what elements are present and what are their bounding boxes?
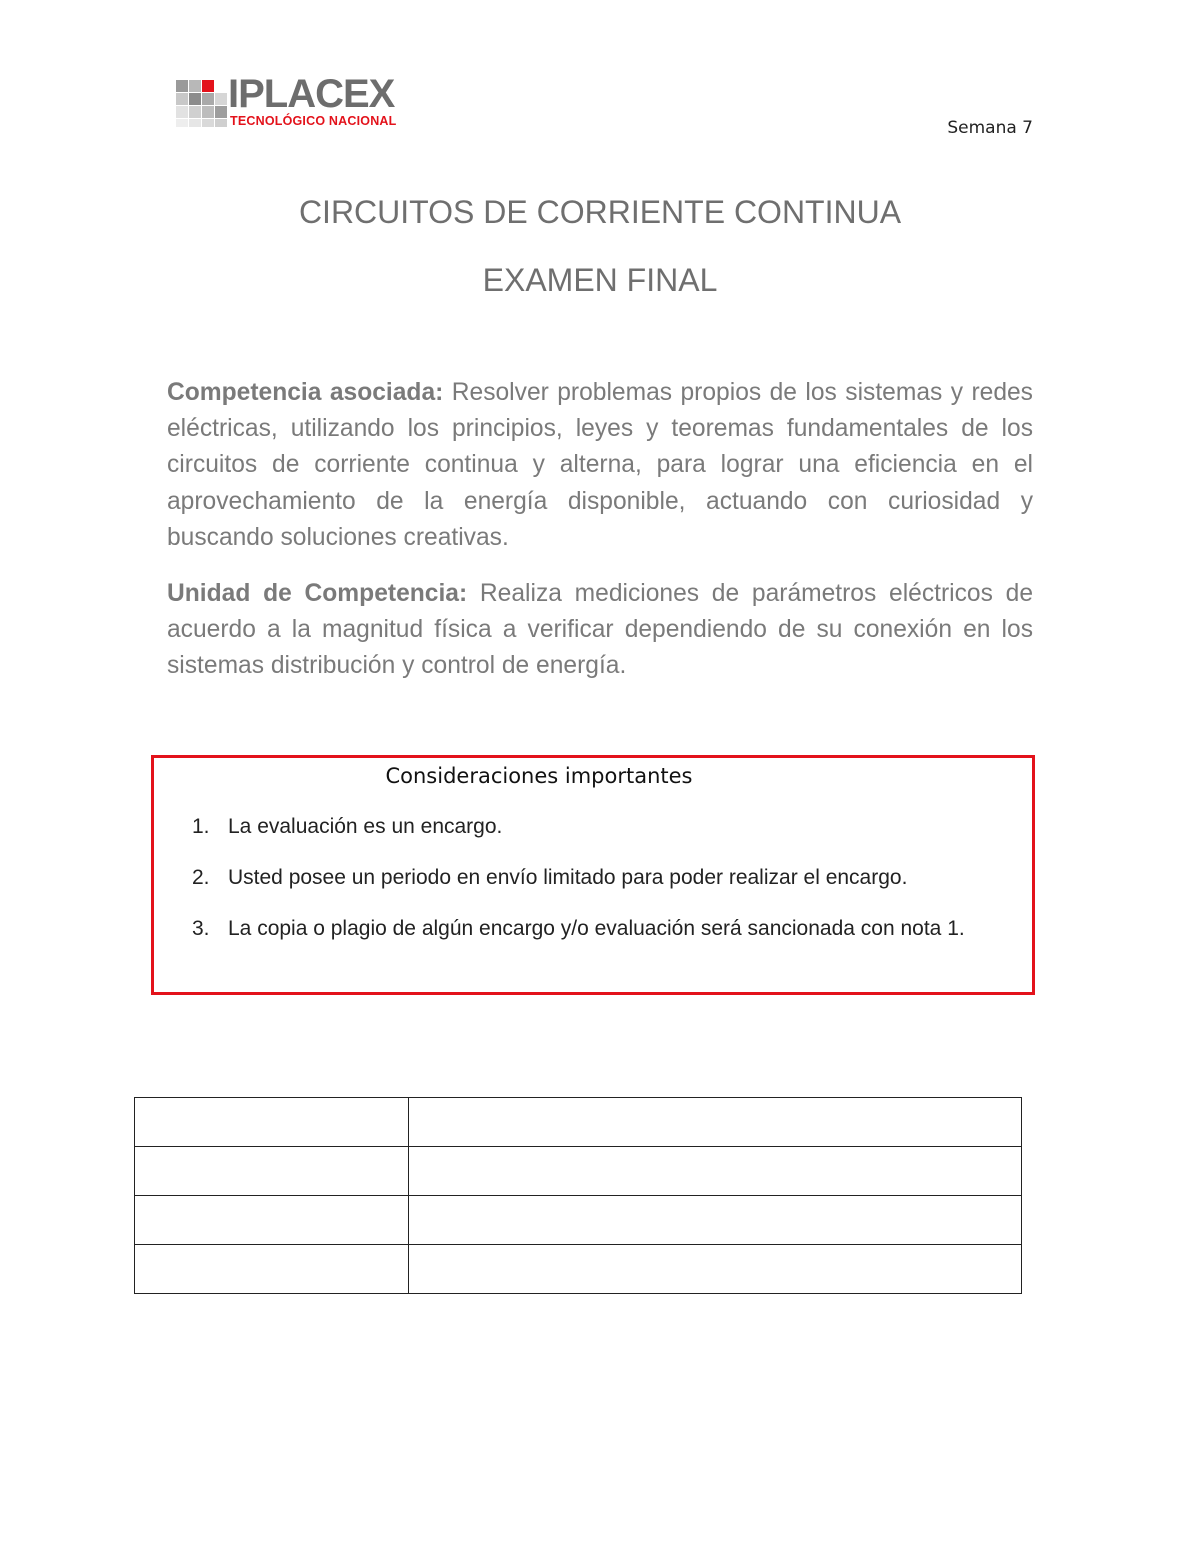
competencia-label: Competencia asociada:: [167, 379, 444, 406]
table-cell[interactable]: [409, 1098, 1022, 1147]
table-cell[interactable]: [135, 1098, 409, 1147]
unidad-paragraph: [167, 576, 1033, 685]
considerations-list: [182, 812, 1032, 965]
list-item-number: 2.: [192, 866, 210, 889]
table-cell[interactable]: [409, 1147, 1022, 1196]
table-cell[interactable]: [135, 1196, 409, 1245]
unidad-label: Unidad de Competencia:: [167, 580, 468, 607]
unidad-text: Realiza mediciones de parámetros eléctricos de acuerdo a la magnitud física a verificar dependiendo de su conexión en los sistemas distribución y control de energía.: [167, 580, 1034, 680]
table-row: [135, 1245, 1022, 1294]
list-item-number: 3.: [192, 917, 210, 940]
exam-title: EXAMEN FINAL: [482, 262, 718, 298]
list-item: [182, 812, 1032, 842]
list-item-text: La evaluación es un encargo.: [228, 815, 503, 838]
table-row: [135, 1196, 1022, 1245]
list-item-text: Usted posee un periodo en envío limitado para poder realizar el encargo.: [228, 866, 908, 889]
logo-wordmark: IPLACEX: [228, 72, 395, 116]
list-item: [182, 863, 1032, 893]
table-row: [135, 1147, 1022, 1196]
table-cell[interactable]: [135, 1147, 409, 1196]
competencia-paragraph: [167, 375, 1033, 556]
table-cell[interactable]: [409, 1196, 1022, 1245]
considerations-box: [151, 755, 1035, 995]
logo-tagline: TECNOLÓGICO NACIONAL: [230, 114, 397, 128]
considerations-title: Consideraciones importantes: [385, 764, 693, 788]
student-info-table: [134, 1097, 1022, 1294]
competencia-text: Resolver problemas propios de los sistemas y redes eléctricas, utilizando los principios, leyes y teoremas fundamentales de los circuitos de corriente continua y alterna, para lograr una eficiencia en el aprovechamiento de la energía disponible, actuando con curiosidad y buscando soluciones creativas.: [167, 379, 1033, 551]
table-cell[interactable]: [409, 1245, 1022, 1294]
list-item-number: 1.: [192, 815, 210, 838]
course-title: CIRCUITOS DE CORRIENTE CONTINUA: [298, 194, 902, 230]
table-row: [135, 1098, 1022, 1147]
week-label: Semana 7: [947, 118, 1033, 138]
list-item: [182, 914, 1032, 944]
list-item-text: La copia o plagio de algún encargo y/o evaluación será sancionada con nota 1.: [228, 917, 965, 940]
iplacex-logo: [176, 72, 416, 132]
table-cell[interactable]: [135, 1245, 409, 1294]
